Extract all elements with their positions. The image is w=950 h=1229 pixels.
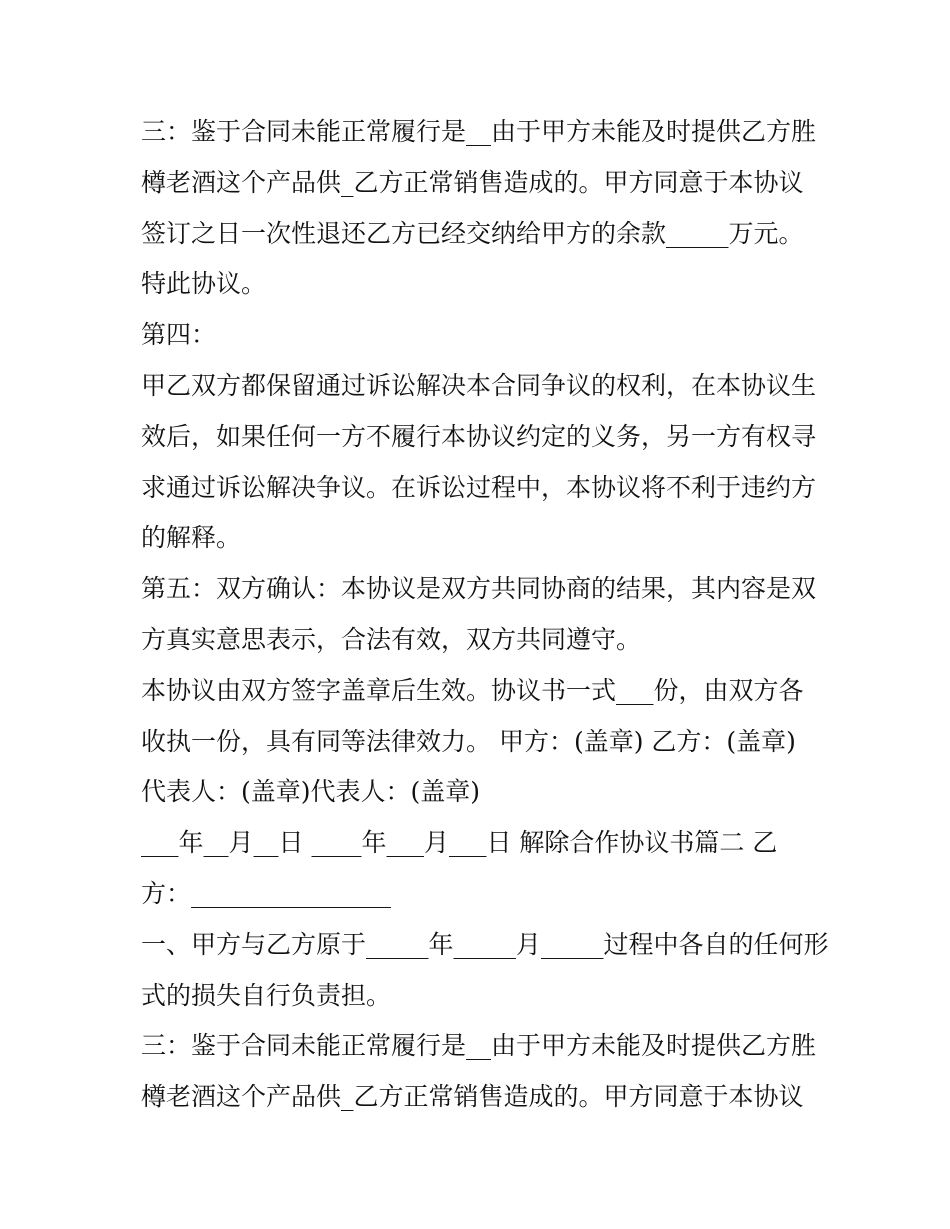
text-line: 一、甲方与乙方原于_____年_____月_____过程中各自的任何形 bbox=[141, 929, 829, 959]
text-line: 樽老酒这个产品供_乙方正常销售造成的。甲方同意于本协议 bbox=[141, 167, 804, 197]
text-line: 甲乙双方都保留通过诉讼解决本合同争议的权利，在本协议生 bbox=[141, 370, 817, 400]
text-line: 樽老酒这个产品供_乙方正常销售造成的。甲方同意于本协议 bbox=[141, 1082, 804, 1112]
text-line: 方真实意思表示，合法有效，双方共同遵守。 bbox=[141, 624, 642, 654]
text-line: 三：鉴于合同未能正常履行是__由于甲方未能及时提供乙方胜 bbox=[141, 117, 817, 146]
document-body bbox=[141, 107, 829, 1123]
text-line: 本协议由双方签字盖章后生效。协议书一式___份，由双方各 bbox=[141, 675, 804, 705]
text-line: 签订之日一次性退还乙方已经交纳给甲方的余款_____万元。 bbox=[141, 218, 804, 248]
text-line: 的解释。 bbox=[141, 523, 242, 553]
section-heading: 第四： bbox=[141, 320, 217, 350]
signature-line: 代表人：(盖章)代表人：(盖章) bbox=[141, 777, 481, 807]
date-line: ___年__月__日 ____年___月___日 解除合作协议书篇二 乙 bbox=[141, 828, 778, 858]
text-line: 三：鉴于合同未能正常履行是__由于甲方未能及时提供乙方胜 bbox=[141, 1031, 817, 1061]
text-line: 效后，如果任何一方不履行本协议约定的义务，另一方有权寻 bbox=[141, 421, 817, 451]
text-line: 第五：双方确认：本协议是双方共同协商的结果，其内容是双 bbox=[141, 574, 817, 604]
party-line: 方：________________ bbox=[141, 878, 392, 908]
signature-line: 收执一份，具有同等法律效力。 甲方：(盖章) 乙方：(盖章) bbox=[141, 726, 796, 756]
text-line: 求通过诉讼解决争议。在诉讼过程中，本协议将不利于违约方 bbox=[141, 472, 817, 502]
text-line: 式的损失自行负责担。 bbox=[141, 980, 392, 1010]
text-line: 特此协议。 bbox=[141, 269, 267, 299]
